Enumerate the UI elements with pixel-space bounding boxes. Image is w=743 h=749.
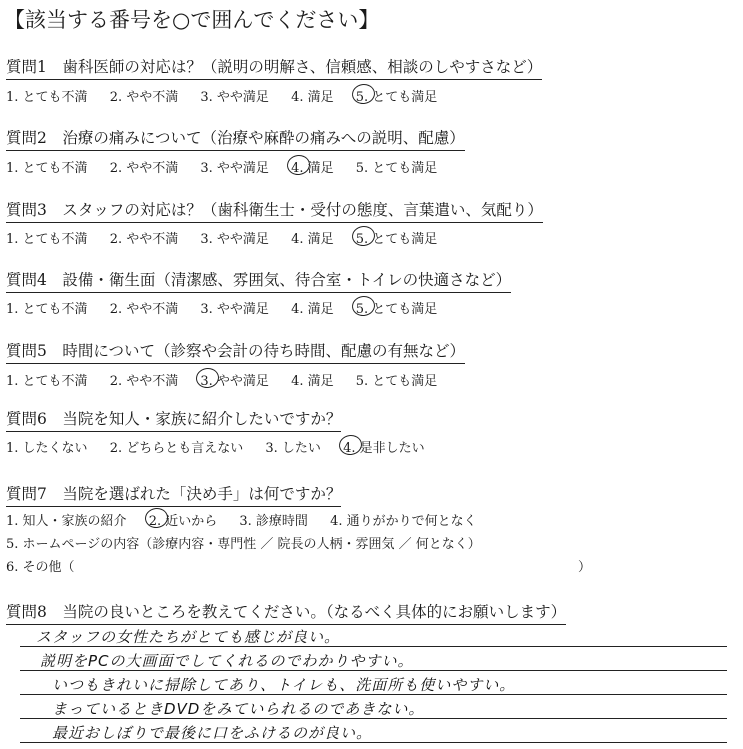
q5-option-3[interactable]: 3. やや満足 [200,370,269,389]
q2-option-2[interactable]: 2. やや不満 [109,161,179,176]
question-7-options [6,510,495,529]
q1-option-4[interactable]: 4. 満足 [291,90,334,105]
q6-option-3[interactable]: 3. したい [265,441,321,456]
question-8-title: 質問8 当院の良いところを教えてください。（なるべく具体的にお願いします） [6,600,566,625]
q3-option-4[interactable]: 4. 満足 [291,232,334,247]
answer-text-3: いつもきれいに掃除してあり、トイレも、洗面所も使いやすい。 [52,676,516,694]
q7-option-4[interactable]: 4. 通りがかりで何となく [330,514,477,529]
question-1-options [6,86,455,105]
q1-option-5[interactable]: 5. とても満足 [356,86,438,105]
q7-option-6[interactable]: 6. その他（ [6,560,75,575]
q7-option-5[interactable]: 5. ホームページの内容（診療内容・専門性 ／ 院長の人柄・雰囲気 ／ 何となく） [6,537,481,552]
q2-option-3[interactable]: 3. やや満足 [200,161,269,176]
answer-text-4: まっているときDVDをみていられるのであきない。 [52,700,425,718]
q5-option-4[interactable]: 4. 満足 [291,374,334,389]
q5-option-2[interactable]: 2. やや不満 [109,374,179,389]
page-title: 【該当する番号を○で囲んでください】 [4,8,380,32]
question-7-title: 質問7 当院を選ばれた「決め手」は何ですか？ [6,482,341,507]
question-6-title: 質問6 当院を知人・家族に紹介したいですか？ [6,407,341,432]
question-6-options [6,437,443,456]
q3-option-1[interactable]: 1. とても不満 [6,232,88,247]
q4-option-5[interactable]: 5. とても満足 [356,298,438,317]
question-4-title: 質問4 設備・衛生面（清潔感、雰囲気、待合室・トイレの快適さなど） [6,268,511,293]
q7-option-6-close: ） [578,560,592,575]
q1-option-2[interactable]: 2. やや不満 [109,90,179,105]
question-5-options [6,370,455,389]
q2-option-5[interactable]: 5. とても満足 [355,161,438,176]
q7-option-3[interactable]: 3. 診療時間 [239,514,308,529]
q4-option-3[interactable]: 3. やや満足 [200,302,269,317]
q4-option-1[interactable]: 1. とても不満 [6,302,88,317]
q3-option-5[interactable]: 5. とても満足 [356,228,438,247]
q2-option-1[interactable]: 1. とても不満 [6,161,88,176]
question-4-options [6,298,455,317]
q7-option-1[interactable]: 1. 知人・家族の紹介 [6,514,127,529]
question-5-title: 質問5 時間について（診察や会計の待ち時間、配慮の有無など） [6,339,465,364]
q6-option-4[interactable]: 4. 是非したい [343,437,425,456]
q1-option-1[interactable]: 1. とても不満 [6,90,88,105]
question-2-title: 質問2 治療の痛みについて（治療や麻酔の痛みへの説明、配慮） [6,126,465,151]
answer-text-5: 最近おしぼりで最後に口をふけるのが良い。 [52,724,373,742]
q6-option-1[interactable]: 1. したくない [6,441,88,456]
q5-option-1[interactable]: 1. とても不満 [6,374,88,389]
question-2-options [6,157,455,176]
q4-option-2[interactable]: 2. やや不満 [109,302,179,317]
q2-option-4[interactable]: 4. 満足 [291,157,334,176]
q4-option-4[interactable]: 4. 満足 [291,302,334,317]
answer-text-1: スタッフの女性たちがとても感じが良い。 [36,628,341,646]
question-3-title: 質問3 スタッフの対応は？（歯科衛生士・受付の態度、言葉遣い、気配り） [6,198,543,223]
q3-option-3[interactable]: 3. やや満足 [200,232,269,247]
question-3-options [6,228,455,247]
q3-option-2[interactable]: 2. やや不満 [109,232,179,247]
q1-option-3[interactable]: 3. やや満足 [200,90,269,105]
q7-option-2[interactable]: 2. 近いから [149,510,218,529]
q5-option-5[interactable]: 5. とても満足 [355,374,438,389]
q6-option-2[interactable]: 2. どちらとも言えない [109,441,244,456]
answer-text-2: 説明をPCの大画面でしてくれるのでわかりやすい。 [40,652,414,670]
question-1-title: 質問1 歯科医師の対応は？（説明の明解さ、信頼感、相談のしやすさなど） [6,55,542,80]
